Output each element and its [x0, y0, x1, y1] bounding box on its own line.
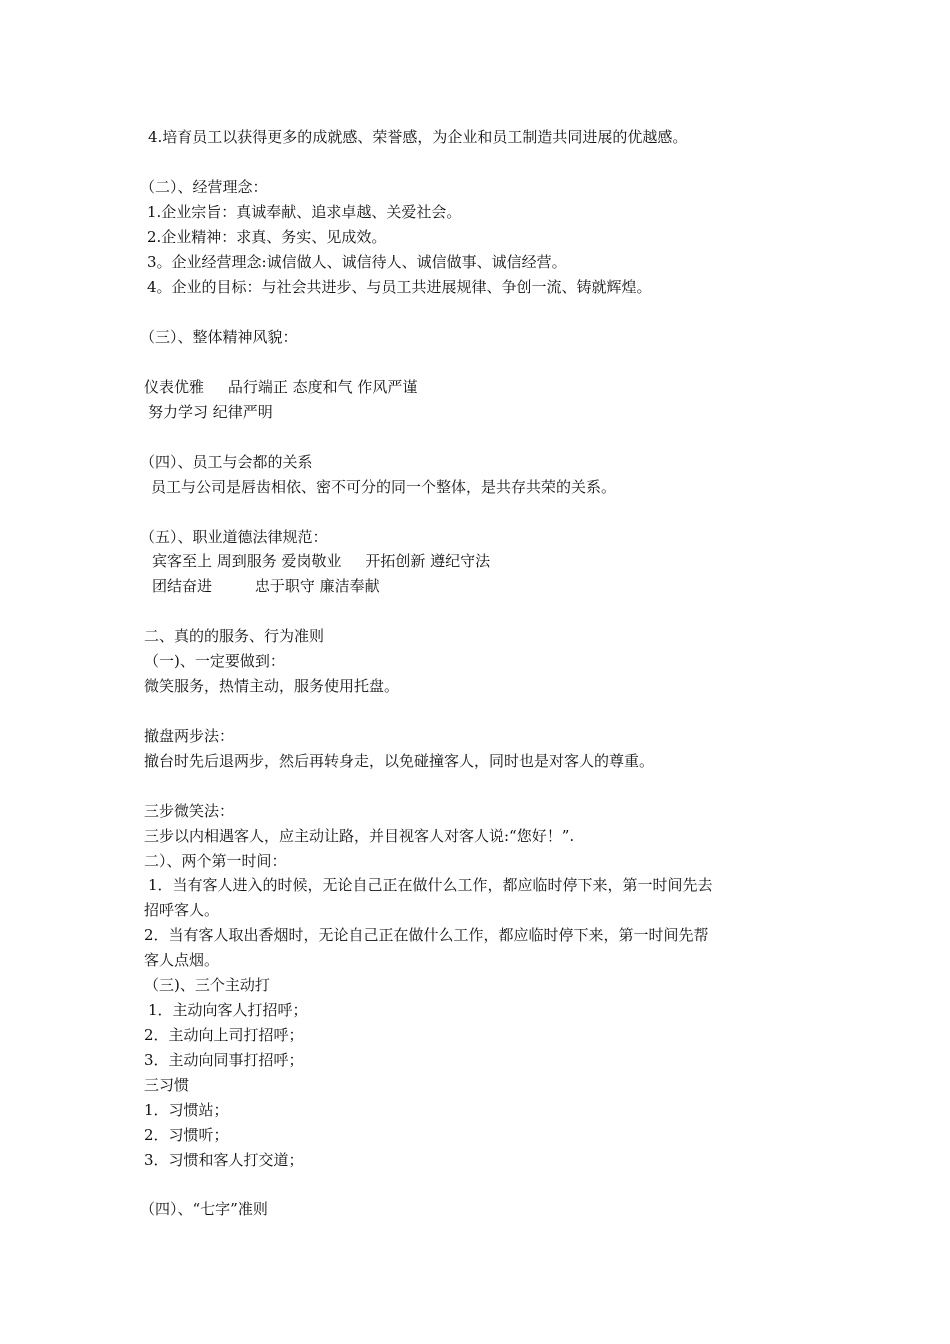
text-line: 员工与公司是唇齿相依、密不可分的同一个整体，是共存共荣的关系。: [151, 478, 617, 496]
section-heading: （五）、职业道德法律规范：: [140, 528, 328, 546]
text-line: 仪表优雅 品行端正 态度和气 作风严谨: [144, 378, 418, 396]
section-heading: （二）、经营理念：: [140, 178, 268, 196]
section-heading: 二）、两个第一时间：: [144, 852, 287, 870]
text-line: 1．习惯站；: [144, 1101, 229, 1119]
section-heading: （三)、三个主动打: [144, 976, 270, 994]
section-heading: （四）、“七字”准则: [140, 1200, 268, 1218]
section-heading: （三）、整体精神风貌：: [140, 328, 298, 346]
text-line: 2．主动向上司打招呼；: [144, 1026, 304, 1044]
section-heading: （四）、员工与会都的关系: [140, 453, 313, 471]
text-line: 3．主动向同事打招呼；: [144, 1051, 304, 1069]
subheading: 撤盘两步法：: [144, 727, 235, 745]
text-line: 4。企业的目标：与社会共进步、与员工共进展规律、争创一流、铸就辉煌。: [147, 278, 652, 296]
text-line: 宾客至上 周到服务 爱岗敬业 开拓创新 遵纪守法: [152, 552, 491, 570]
text-line: 三步以内相遇客人，应主动让路，并目视客人对客人说:“您好！”.: [144, 827, 575, 845]
text-line: 1.企业宗旨：真诚奉献、追求卓越、关爱社会。: [147, 203, 462, 221]
text-line: 微笑服务，热情主动，服务使用托盘。: [144, 677, 400, 695]
text-line: 3。企业经营理念:诚信做人、诚信待人、诚信做事、诚信经营。: [147, 253, 567, 271]
text-line: 客人点烟。: [144, 951, 220, 969]
text-line: 努力学习 纪律严明: [148, 403, 273, 421]
text-line: 2．当有客人取出香烟时，无论自己正在做什么工作，都应临时停下来，第一时间先帮: [144, 926, 709, 944]
text-line: 3．习惯和客人打交道；: [144, 1151, 304, 1169]
text-line: 1．当有客人进入的时候，无论自己正在做什么工作，都应临时停下来，第一时间先去: [148, 876, 713, 894]
section-heading: 二、真的的服务、行为准则: [144, 627, 325, 645]
text-line: 团结奋进 忠于职守 廉洁奉献: [152, 577, 380, 595]
text-line: 招呼客人。: [144, 901, 220, 919]
section-heading: （一)、一定要做到：: [144, 652, 285, 670]
text-line: 2.企业精神：求真、务实、见成效。: [147, 228, 387, 246]
text-line: 撤台时先后退两步，然后再转身走，以免碰撞客人，同时也是对客人的尊重。: [144, 752, 655, 770]
subheading: 三习惯: [144, 1076, 190, 1094]
subheading: 三步微笑法：: [144, 802, 235, 820]
text-line: 4.培育员工以获得更多的成就感、荣誉感，为企业和员工制造共同进展的优越感。: [148, 128, 688, 146]
text-line: 1．主动向客人打招呼；: [148, 1001, 308, 1019]
text-line: 2．习惯听；: [144, 1126, 229, 1144]
